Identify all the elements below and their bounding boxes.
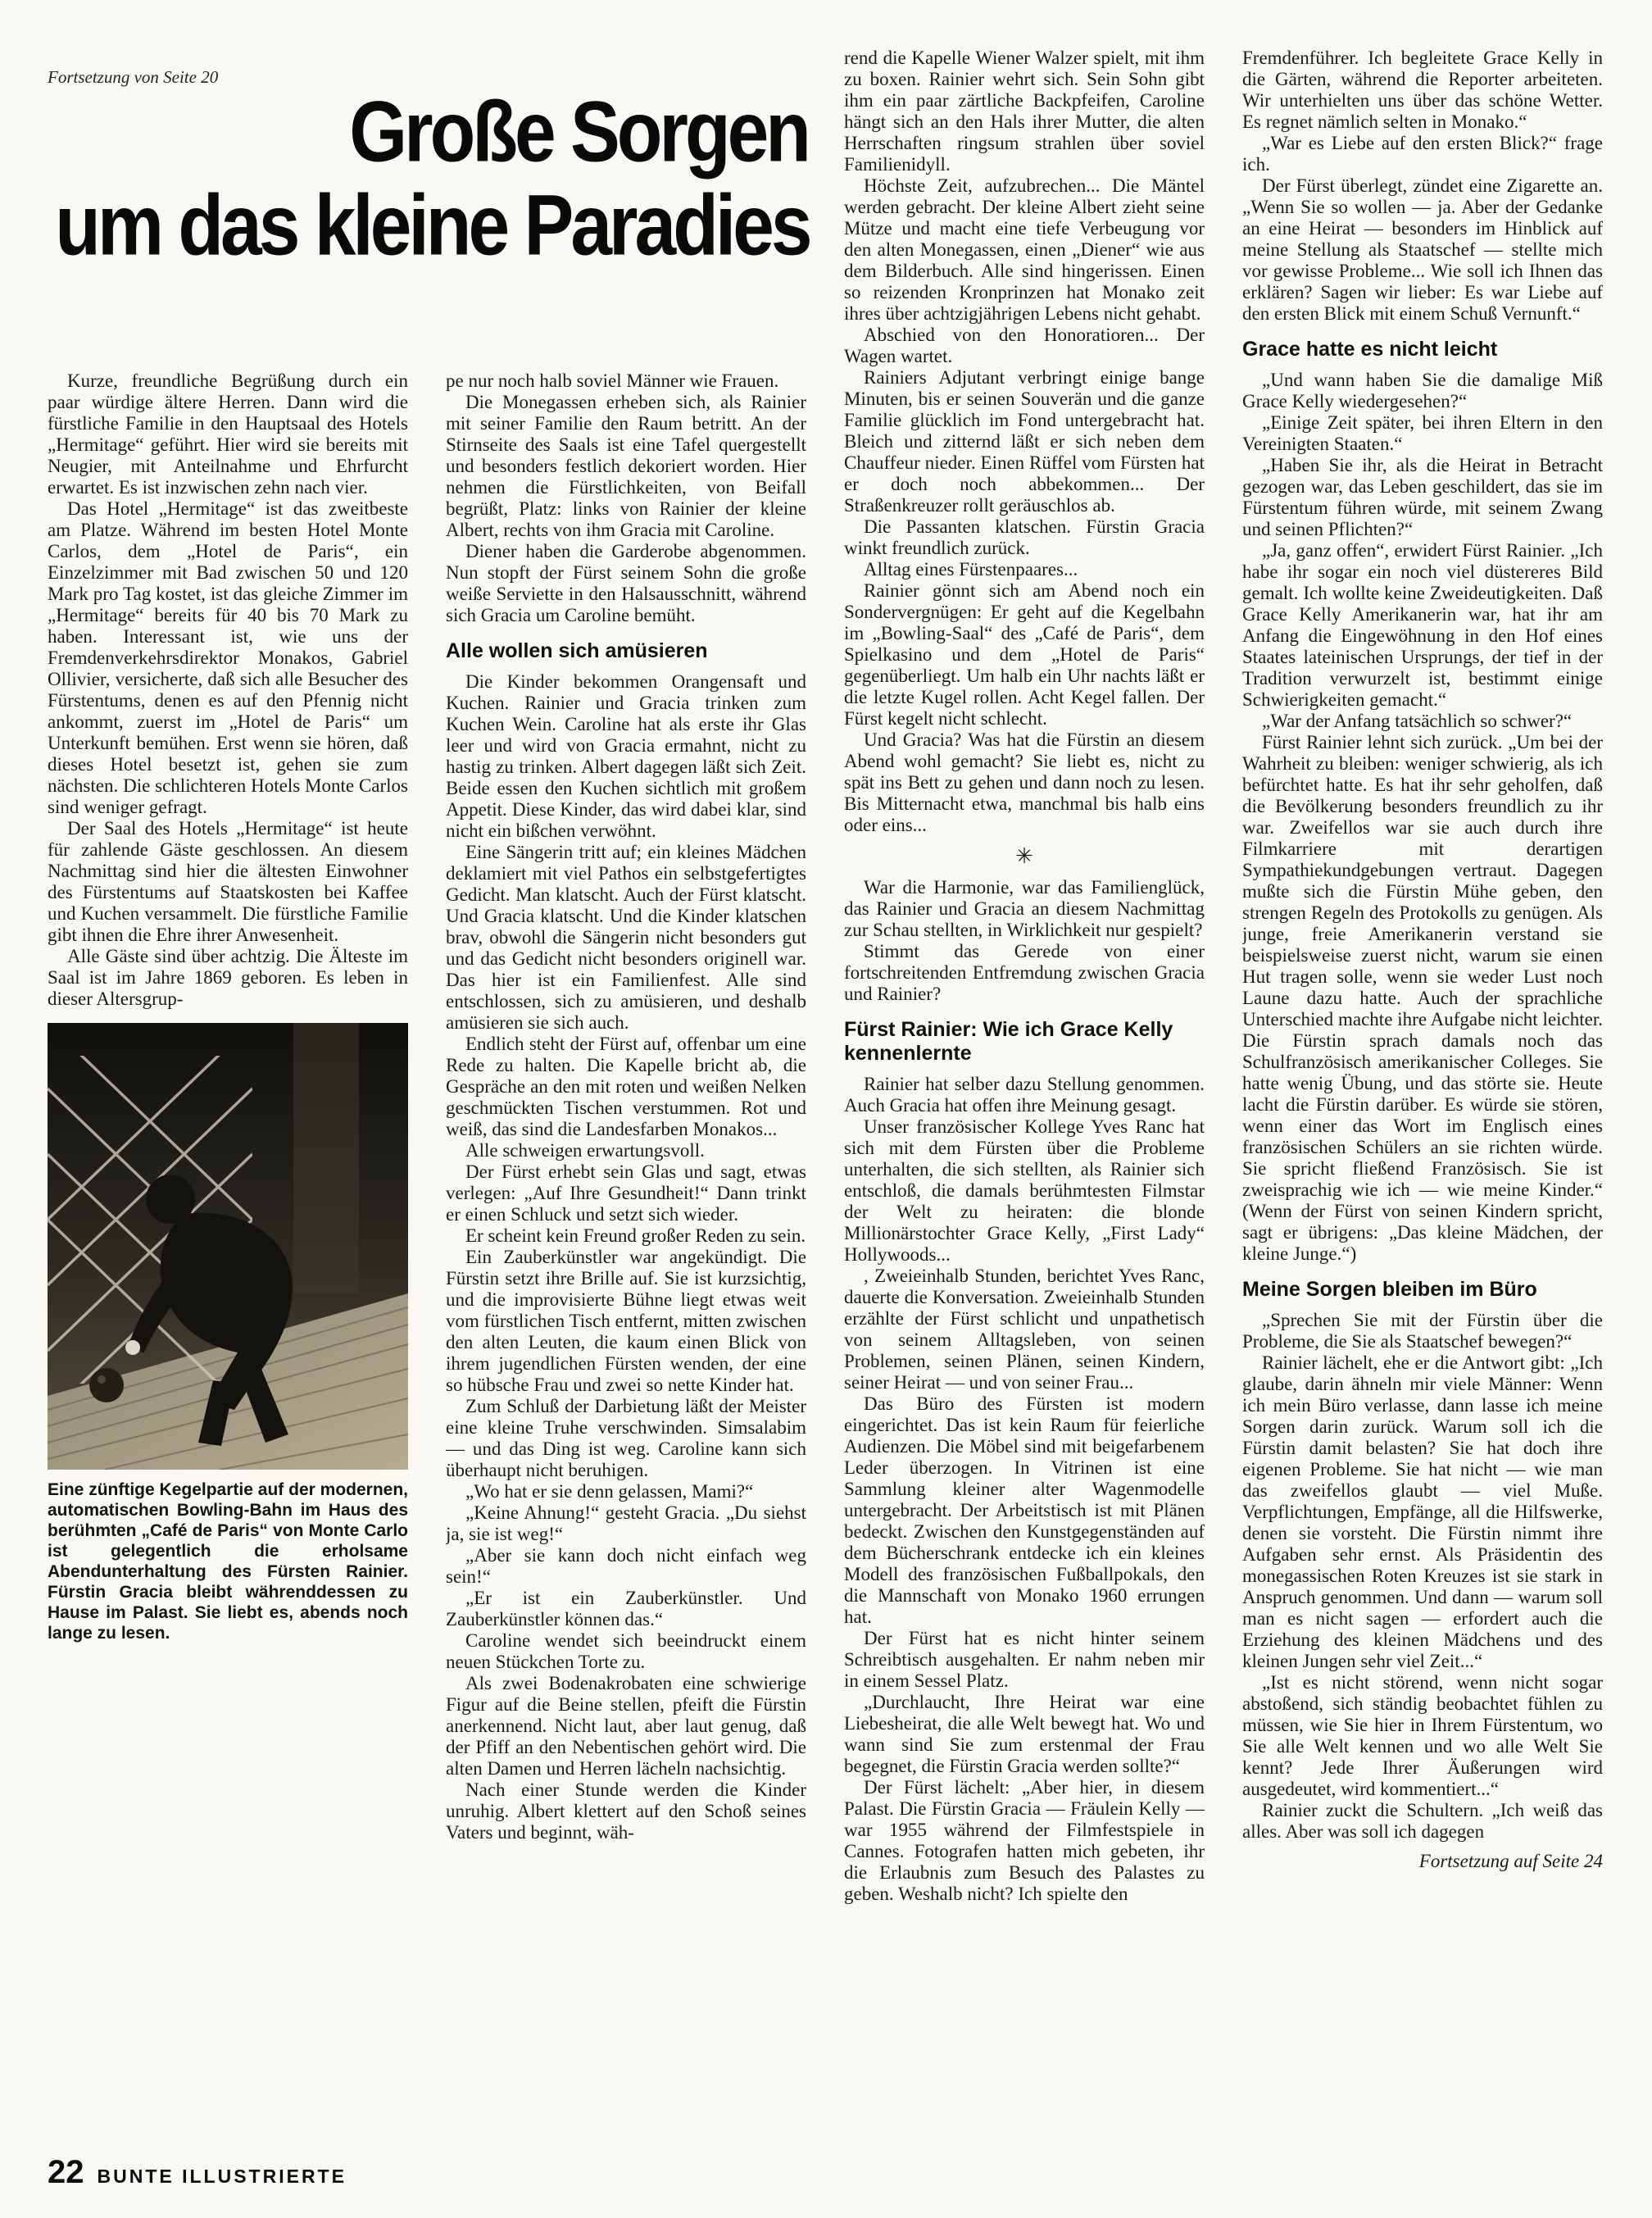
paragraph: Stimmt das Gerede von einer fortschreitenden Entfremdung zwischen Gracia und Rainier? [844, 941, 1205, 1004]
paragraph: „War es Liebe auf den ersten Blick?“ frage ich. [1242, 133, 1603, 175]
paragraph: Kurze, freundliche Begrüßung durch ein paar würdige ältere Herren. Dann wird die fürstliche Familie in den Hauptsaal des Hotels „Hermitage“ geführt. Hier wird sie bereits mit Neugier, mit Anteilnahme und Ehrfurcht erwartet. Es ist inzwischen zehn nach vier. [48, 370, 408, 498]
paragraph: Er scheint kein Freund großer Reden zu sein. [465, 1225, 806, 1246]
paragraph: „Sprechen Sie mit der Fürstin über die Probleme, die Sie als Staatschef bewegen?“ [1242, 1310, 1603, 1352]
column-3 [844, 48, 1205, 1905]
column-1 [48, 370, 408, 1643]
paragraph: Der Saal des Hotels „Hermitage“ ist heute für zahlende Gäste geschlossen. An diesem Nachmittag sind hier die ältesten Einwohner des Fürstentums auf Staatskosten bei Kaffee und Kuchen versammelt. Die fürstliche Familie gibt ihnen die Ehre ihrer Anwesenheit. [48, 818, 408, 945]
paragraph: „Einige Zeit später, bei ihren Eltern in den Vereinigten Staaten.“ [1242, 412, 1603, 454]
paragraph: Alle Gäste sind über achtzig. Die Älteste im Saal ist im Jahre 1869 geboren. Es leben in dieser Altersgrup- [48, 946, 408, 1009]
paragraph: Fürst Rainier lehnt sich zurück. „Um bei der Wahrheit zu bleiben: weniger schwierig, als ich befürchtet hatte. Es hat ihr sehr geholfen, daß die Bevölkerung besonders freundlich zu ihr war. Zweifellos war sie auch durch ihre Filmkarriere mit derartigen Sympathiekundgebungen vertraut. Dagegen mußte sich die Fürstin Mühe geben, den strengen Regeln des Protokolls zu genügen. Als junge, freie Amerikanerin verstand sie beispielsweise zuerst nicht, warum sie einen Hut tragen solle, wenn sie weder Lust noch Laune dazu hatte. Auch der sprachliche Unterschied machte ihre Aufgabe nicht leichter. Die Fürstin sprach damals noch das Schulfranzösisch amerikanischer Colleges. Sie hatte wenig Übung, und das störte sie. Heute lacht die Fürstin darüber. Es würde sie stören, wenn einer das Wort im Englisch eines französischen Schülers an sie richten würde. Sie spricht fließend Französisch. Sie ist zweisprachig wie ich — wie meine Kinder.“ (Wenn der Fürst von seinen Kindern spricht, sagt er übrigens: „Das kleine Mädchen, der kleine Junge.“) [1242, 732, 1603, 1264]
paragraph: Rainier gönnt sich am Abend noch ein Sondervergnügen: Er geht auf die Kegelbahn im „Bowling-Saal“ des „Café de Paris“, dem Spielkasino und dem „Hotel de Paris“ gegenüberliegt. Um halb ein Uhr nachts läßt er die letzte Kugel rollen. Acht Kegel fallen. Der Fürst kegelt nicht schlecht. [844, 580, 1205, 729]
column-4 [1242, 48, 1603, 1872]
paragraph: War die Harmonie, war das Familienglück, das Rainier und Gracia an diesem Nachmittag zur Schau stellten, in Wirklichkeit nur gespielt? [844, 877, 1205, 940]
paragraph: „Aber sie kann doch nicht einfach weg sein!“ [446, 1545, 806, 1587]
headline-line-1: Große Sorgen [349, 84, 809, 180]
section-heading: Meine Sorgen bleiben im Büro [1242, 1278, 1537, 1301]
paragraph: Das Hotel „Hermitage“ ist das zweitbeste am Platze. Während im besten Hotel Monte Carlos, dem „Hotel de Paris“, ein Einzelzimmer mit Bad zwischen 50 und 120 Mark pro Tag kostet, ist das gleiche Zimmer im „Hermitage“ bereits für 40 bis 70 Mark zu haben. Interessant ist, wie uns der Fremdenverkehrsdirektor Monakos, Gabriel Ollivier, versicherte, daß sich alle Besucher des Fürstentums, denen es auf den Pfennig nicht ankommt, zuerst im „Hotel de Paris“ um Unterkunft bemühen. Erst wenn sie hören, daß dieses Hotel besetzt ist, gehen sie zum nächsten. Die schlichteren Hotels Monte Carlos sind weniger gefragt. [48, 498, 408, 817]
paragraph: Unser französischer Kollege Yves Ranc hat sich mit dem Fürsten über die Probleme unterhalten, die sich stellten, als Rainier sich entschloß, die damals berühmtesten Filmstar der Welt zu heiraten: die blonde Millionärstochter Grace Kelly, „First Lady“ Hollywoods... [844, 1116, 1205, 1265]
paragraph: Endlich steht der Fürst auf, offenbar um eine Rede zu halten. Die Kapelle bricht ab, die Gespräche an den mit roten und weißen Nelken geschmückten Tischen verstummen. Rot und weiß, das sind die Landesfarben Monakos... [446, 1034, 806, 1139]
paragraph: Abschied von den Honoratioren... Der Wagen wartet. [844, 325, 1205, 366]
paragraph: Der Fürst lächelt: „Aber hier, in diesem Palast. Die Fürstin Gracia — Fräulein Kelly — war 1955 während der Filmfestspiele in Cannes. Fotografen hatten mich gebeten, ihr die Erlaubnis zum Besuch des Palastes zu geben. Weshalb nicht? Ich spielte den [844, 1777, 1205, 1904]
paragraph: Nach einer Stunde werden die Kinder unruhig. Albert klettert auf den Schoß seines Vaters und beginnt, wäh- [446, 1779, 806, 1843]
paragraph: rend die Kapelle Wiener Walzer spielt, mit ihm zu boxen. Rainier wehrt sich. Sein Sohn gibt ihm ein paar zärtliche Backpfeifen, Caroline hängt sich an den Hals ihrer Mutter, die alten Herrschaften ringsum strahlen über soviel Familienidyll. [844, 48, 1205, 175]
paragraph: Rainier hat selber dazu Stellung genommen. Auch Gracia hat offen ihre Meinung gesagt. [844, 1074, 1205, 1116]
continuation-note-bottom: Fortsetzung auf Seite 24 [1418, 1851, 1603, 1871]
paragraph: Alltag eines Fürstenpaares... [864, 559, 1078, 579]
magazine-title: BUNTE ILLUSTRIERTE [97, 2166, 347, 2187]
paragraph: Rainier zuckt die Schultern. „Ich weiß das alles. Aber was soll ich dagegen [1242, 1800, 1603, 1842]
paragraph: Als zwei Bodenakrobaten eine schwierige Figur auf die Beine stellen, pfeift die Fürstin anerkennend. Nicht laut, aber laut genug, daß der Pfiff an den Nebentischen gehört wird. Die alten Damen und Herren lächeln nachsichtig. [446, 1673, 806, 1779]
paragraph: Diener haben die Garderobe abgenommen. Nun stopft der Fürst seinem Sohn die große weiße Serviette in den Halsausschnitt, während sich Gracia um Caroline bemüht. [446, 541, 806, 625]
headline [55, 85, 808, 272]
paragraph: Die Passanten klatschen. Fürstin Gracia winkt freundlich zurück. [844, 516, 1205, 558]
paragraph: „Wo hat er sie denn gelassen, Mami?“ [465, 1481, 754, 1502]
headline-line-2: um das kleine Paradies [55, 177, 810, 274]
paragraph: „War der Anfang tatsächlich so schwer?“ [1262, 711, 1573, 731]
paragraph: Ein Zauberkünstler war angekündigt. Die Fürstin setzt ihre Brille auf. Sie ist kurzsichtig, und die improvisierte Bühne liegt etwas weit vom fürstlichen Tisch entfernt, mitten zwischen den alten Leuten, die kaum einen Blick von ihrem jugendlichen Fürsten wenden, der eine so hübsche Frau und zwei so nette Kinder hat. [446, 1247, 806, 1395]
paragraph: „Und wann haben Sie die damalige Miß Grace Kelly wiedergesehen?“ [1242, 370, 1603, 411]
column-2 [446, 370, 806, 1843]
paragraph: „Durchlaucht, Ihre Heirat war eine Liebesheirat, die alle Welt bewegt hat. Wo und wann sind Sie zum erstenmal der Frau begegnet, die Fürstin Gracia werden sollte?“ [844, 1692, 1205, 1776]
paragraph: „Ja, ganz offen“, erwidert Fürst Rainier. „Ich habe ihr sogar ein noch viel düstereres Bild gemalt. Ich wollte keine Zweideutigkeiten. Daß Grace Kelly Amerikanerin war, hat ihr am Anfang die Eingewöhnung in den Hof eines Staates lateinischen Ursprungs, der tief in der Tradition verwurzelt ist, bestimmt einige Schwierigkeiten gemacht.“ [1242, 540, 1603, 710]
section-heading: Fürst Rainier: Wie ich Grace Kelly kennenlernte [844, 1018, 1173, 1065]
paragraph: „Er ist ein Zauberkünstler. Und Zauberkünstler können das.“ [446, 1588, 806, 1629]
paragraph: Rainiers Adjutant verbringt einige bange Minuten, bis er seinen Souverän und die ganze Familie glücklich im Fond untergebracht hat. Bleich und zitternd läßt er sich neben dem Chauffeur nieder. Einen Rüffel vom Fürsten hat er doch noch abbekommen... Der Straßenkreuzer rollt geräuschlos ab. [844, 367, 1205, 516]
paragraph: Fremdenführer. Ich begleitete Grace Kelly in die Gärten, während die Reporter arbeiteten. Wir unterhielten uns über das schöne Wetter. Es regnet nämlich selten in Monako.“ [1242, 48, 1603, 132]
paragraph: , Zweieinhalb Stunden, berichtet Yves Ranc, dauerte die Konversation. Zweieinhalb Stunden erzählte der Fürst schlicht und unpathetisch von seinem Alltagsleben, von seinen Problemen, seinen Plänen, seinen Kindern, seiner Heirat — und von seiner Frau... [844, 1266, 1205, 1393]
paragraph: Alle schweigen erwartungsvoll. [465, 1140, 705, 1161]
column-1-text [48, 370, 408, 1010]
paragraph: „Haben Sie ihr, als die Heirat in Betracht gezogen war, das Leben geschildert, das sie im Fürstentum führen würde, mit seinem Zwang und seinen Pflichten?“ [1242, 455, 1603, 539]
continuation-note-top: Fortsetzung von Seite 20 [48, 67, 219, 87]
paragraph: Rainier lächelt, ehe er die Antwort gibt: „Ich glaube, darin ähneln mir viele Männer: Wenn ich mein Büro verlasse, dann lasse ich meine Sorgen darin zurück. Warum soll ich die Fürstin damit belasten? Sie hat doch ihre eigenen Probleme. Sie hat nicht — wie man das zweifellos glaubt — viel Muße. Verpflichtungen, Empfänge, all die Hilfswerke, denen sie vorsteht. Die Fürstin nimmt ihre Aufgaben sehr ernst. Als Präsidentin des monegassischen Roten Kreuzes ist sie stark in Anspruch genommen. Und dann — warum soll man es nicht sagen — erfordert auch die Erziehung des kleinen Mädchens und des kleinen Jungen sehr viel Zeit...“ [1242, 1352, 1603, 1671]
star-separator: ✳ [1015, 844, 1033, 869]
bowling-scene-image [48, 1023, 408, 1470]
paragraph: „Ist es nicht störend, wenn nicht sogar abstoßend, sich ständig beobachtet fühlen zu müssen, wie Sie hier in Ihrem Fürstentum, wo Sie alle Welt kennen und wo alle Welt Sie kennt? Jede Ihrer Äußerungen wird ausgedeutet, wird kommentiert...“ [1242, 1672, 1603, 1799]
paragraph: Zum Schluß der Darbietung läßt der Meister eine kleine Truhe verschwinden. Simsalabim — und das Ding ist weg. Caroline kann sich überhaupt nicht beruhigen. [446, 1396, 806, 1480]
photo-caption: Eine zünftige Kegelpartie auf der modernen, automatischen Bowling-Bahn im Haus des berühmten „Café de Paris“ von Monte Carlo ist gelegentlich die erholsame Abendunterhaltung des Fürsten Rainier. Fürstin Gracia bleibt währenddessen zu Hause im Palast. Sie liebt es, abends noch lange zu lesen. [48, 1480, 408, 1643]
paragraph: Die Monegassen erheben sich, als Rainier mit seiner Familie den Raum betritt. An der Stirnseite des Saals ist eine Tafel quergestellt und besonders festlich dekoriert worden. Hier nehmen die Fürstlichkeiten, von Beifall begrüßt, Platz: links von Rainier der kleine Albert, rechts von ihm Gracia mit Caroline. [446, 392, 806, 540]
paragraph: pe nur noch halb soviel Männer wie Frauen. [446, 370, 779, 391]
paragraph: Höchste Zeit, aufzubrechen... Die Mäntel werden gebracht. Der kleine Albert zieht seine Mütze und macht eine tiefe Verbeugung vor den alten Monegassen, einen „Diener“ wie aus dem Bilderbuch. Alle sind hingerissen. Einen so reizenden Kronprinzen hat Monako zeit ihres über achtzigjährigen Lebens nicht gehabt. [844, 175, 1205, 324]
paragraph: Die Kinder bekommen Orangensaft und Kuchen. Rainier und Gracia trinken zum Kuchen Wein. Caroline hat als erste ihr Glas leer und wird von Gracia ermahnt, nicht zu hastig zu trinken. Albert dagegen läßt sich Zeit. Beide essen den Kuchen sichtlich mit großem Appetit. Diese Kinder, das wird dabei klar, sind nicht ein bißchen verwöhnt. [446, 671, 806, 841]
paragraph: Der Fürst hat es nicht hinter seinem Schreibtisch ausgehalten. Er nahm neben mir in einem Sessel Platz. [844, 1628, 1205, 1691]
section-heading: Grace hatte es nicht leicht [1242, 338, 1498, 361]
paragraph: Das Büro des Fürsten ist modern eingerichtet. Das ist kein Raum für feierliche Audienzen. Die Möbel sind mit beigefarbenem Leder überzogen. In Vitrinen ist eine Sammlung kleiner alter Wagenmodelle untergebracht. Der Arbeitstisch ist mit Plänen bedeckt. Zwischen den Kunstgegenständen auf dem Bücherschrank entdecke ich ein kleines Modell des französischen Fußballpokals, den die Mannschaft von Monako 1960 errungen hat. [844, 1393, 1205, 1627]
section-heading: Alle wollen sich amüsieren [446, 639, 708, 662]
paragraph: Der Fürst überlegt, zündet eine Zigarette an. „Wenn Sie so wollen — ja. Aber der Gedanke an eine Heirat — besonders im Hinblick auf meine Stellung als Staatschef — stellte mich vor gewisse Probleme... Wie soll ich Ihnen das erklären? Sagen wir lieber: Es war Liebe auf den ersten Blick mit einem Schuß Vernunft.“ [1242, 175, 1603, 324]
paragraph: Eine Sängerin tritt auf; ein kleines Mädchen deklamiert mit viel Pathos ein selbstgefertigtes Gedicht. Man klatscht. Auch der Fürst klatscht. Und Gracia klatscht. Und die Kinder klatschen brav, obwohl die Sängerin nicht besonders gut und das Gedicht nicht besonders originell war. Das hier ist ein Familienfest. Alle sind entschlossen, sich zu amüsieren, und deshalb amüsieren sie sich auch. [446, 842, 806, 1033]
bowling-photo [48, 1023, 408, 1470]
page-number: 22 [48, 2154, 84, 2190]
paragraph: Und Gracia? Was hat die Fürstin an diesem Abend wohl gemacht? Sie liebt es, nicht zu spät ins Bett zu gehen und dann noch zu lesen. Bis Mitternacht etwa, manchmal bis halb eins oder eins... [844, 729, 1205, 835]
paragraph: Caroline wendet sich beeindruckt einem neuen Stückchen Torte zu. [446, 1630, 806, 1672]
page-footer [48, 2154, 347, 2191]
paragraph: „Keine Ahnung!“ gesteht Gracia. „Du siehst ja, sie ist weg!“ [446, 1502, 806, 1544]
paragraph: Der Fürst erhebt sein Glas und sagt, etwas verlegen: „Auf Ihre Gesundheit!“ Dann trinkt er einen Schluck und setzt sich wieder. [446, 1161, 806, 1225]
